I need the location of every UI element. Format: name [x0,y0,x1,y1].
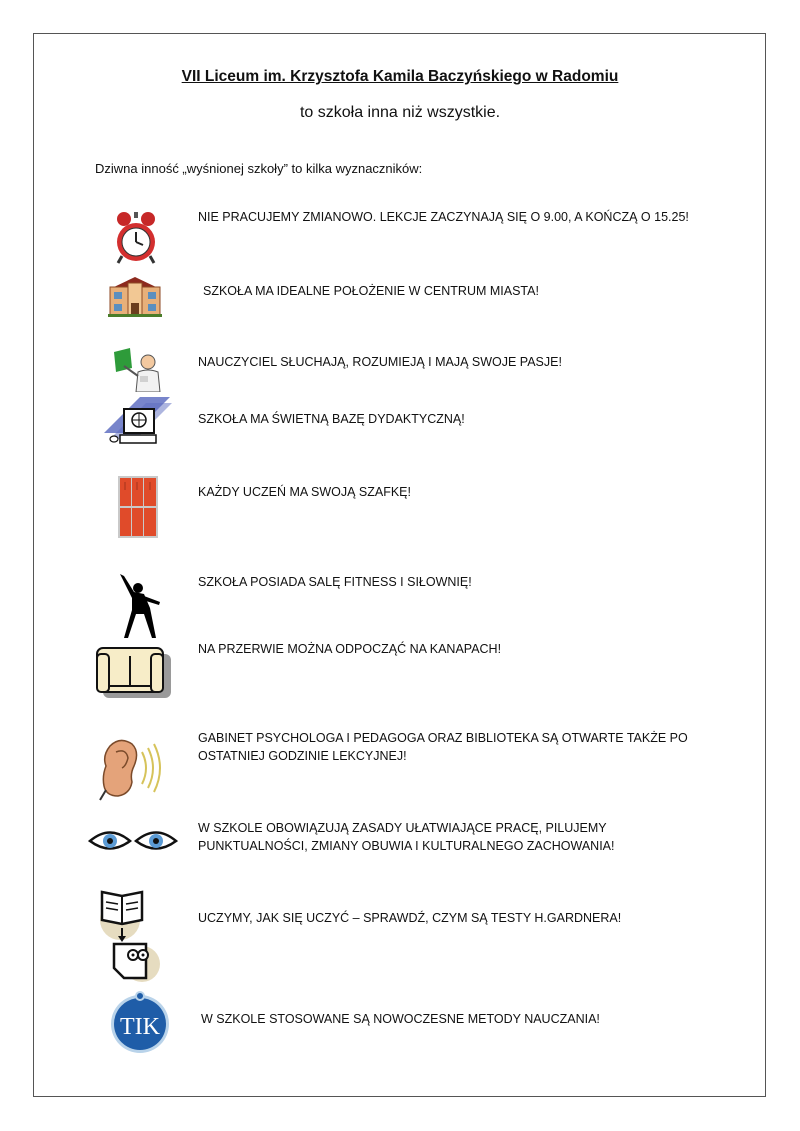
fitness-silhouette-icon [116,574,164,640]
lockers-icon [118,476,158,538]
list-item-text: NA PRZERWIE MOŻNA ODPOCZĄĆ NA KANAPACH! [198,642,502,656]
intro-text: Dziwna inność „wyśnionej szkoły” to kilka wyznaczników: [95,161,423,176]
page-title: VII Liceum im. Krzysztofa Kamila Baczyńskiego w Radomiu [181,68,619,85]
list-item-text: SZKOŁA MA IDEALNE POŁOŻENIE W CENTRUM MIASTA! [203,284,539,298]
book-reader-icon [98,888,162,988]
page-subtitle: to szkoła inna niż wszystkie. [299,104,501,121]
list-item-text: W SZKOLE OBOWIĄZUJĄ ZASADY UŁATWIAJĄCE PRACĘ, PILUJEMY PUNKTUALNOŚCI, ZMIANY OBUWIA I KULTURALNEGO ZACHOWANIA! [198,821,615,853]
teacher-icon [110,348,162,392]
list-item-text: SZKOŁA POSIADA SALĘ FITNESS I SIŁOWNIĘ! [198,575,472,589]
eyes-icon [88,826,178,856]
alarm-clock-icon [112,210,160,264]
list-item-text: NIE PRACUJEMY ZMIANOWO. LEKCJE ZACZYNAJĄ SIĘ O 9.00, A KOŃCZĄ O 15.25! [198,210,689,224]
list-item-text: UCZYMY, JAK SIĘ UCZYĆ – SPRAWDŹ, CZYM SĄ TESTY H.GARDNERA! [198,911,622,925]
list-item-text: NAUCZYCIEL SŁUCHAJĄ, ROZUMIEJĄ I MAJĄ SWOJE PASJE! [198,355,562,369]
list-item-text: W SZKOLE STOSOWANE SĄ NOWOCZESNE METODY NAUCZANIA! [201,1012,600,1026]
list-item-text: SZKOŁA MA ŚWIETNĄ BAZĘ DYDAKTYCZNĄ! [198,412,465,426]
ear-icon [96,736,170,802]
list-item-text: KAŻDY UCZEŃ MA SWOJĄ SZAFKĘ! [198,485,411,499]
tik-badge-icon [108,990,172,1054]
tik-badge-label: TIK [120,1014,160,1040]
school-building-icon [108,277,162,317]
sofa-icon [95,646,173,700]
computer-icon [100,393,172,451]
list-item-text: GABINET PSYCHOLOGA I PEDAGOGA ORAZ BIBLIOTEKA SĄ OTWARTE TAKŻE PO OSTATNIEJ GODZINIE LEKCYJNEJ! [198,731,688,763]
